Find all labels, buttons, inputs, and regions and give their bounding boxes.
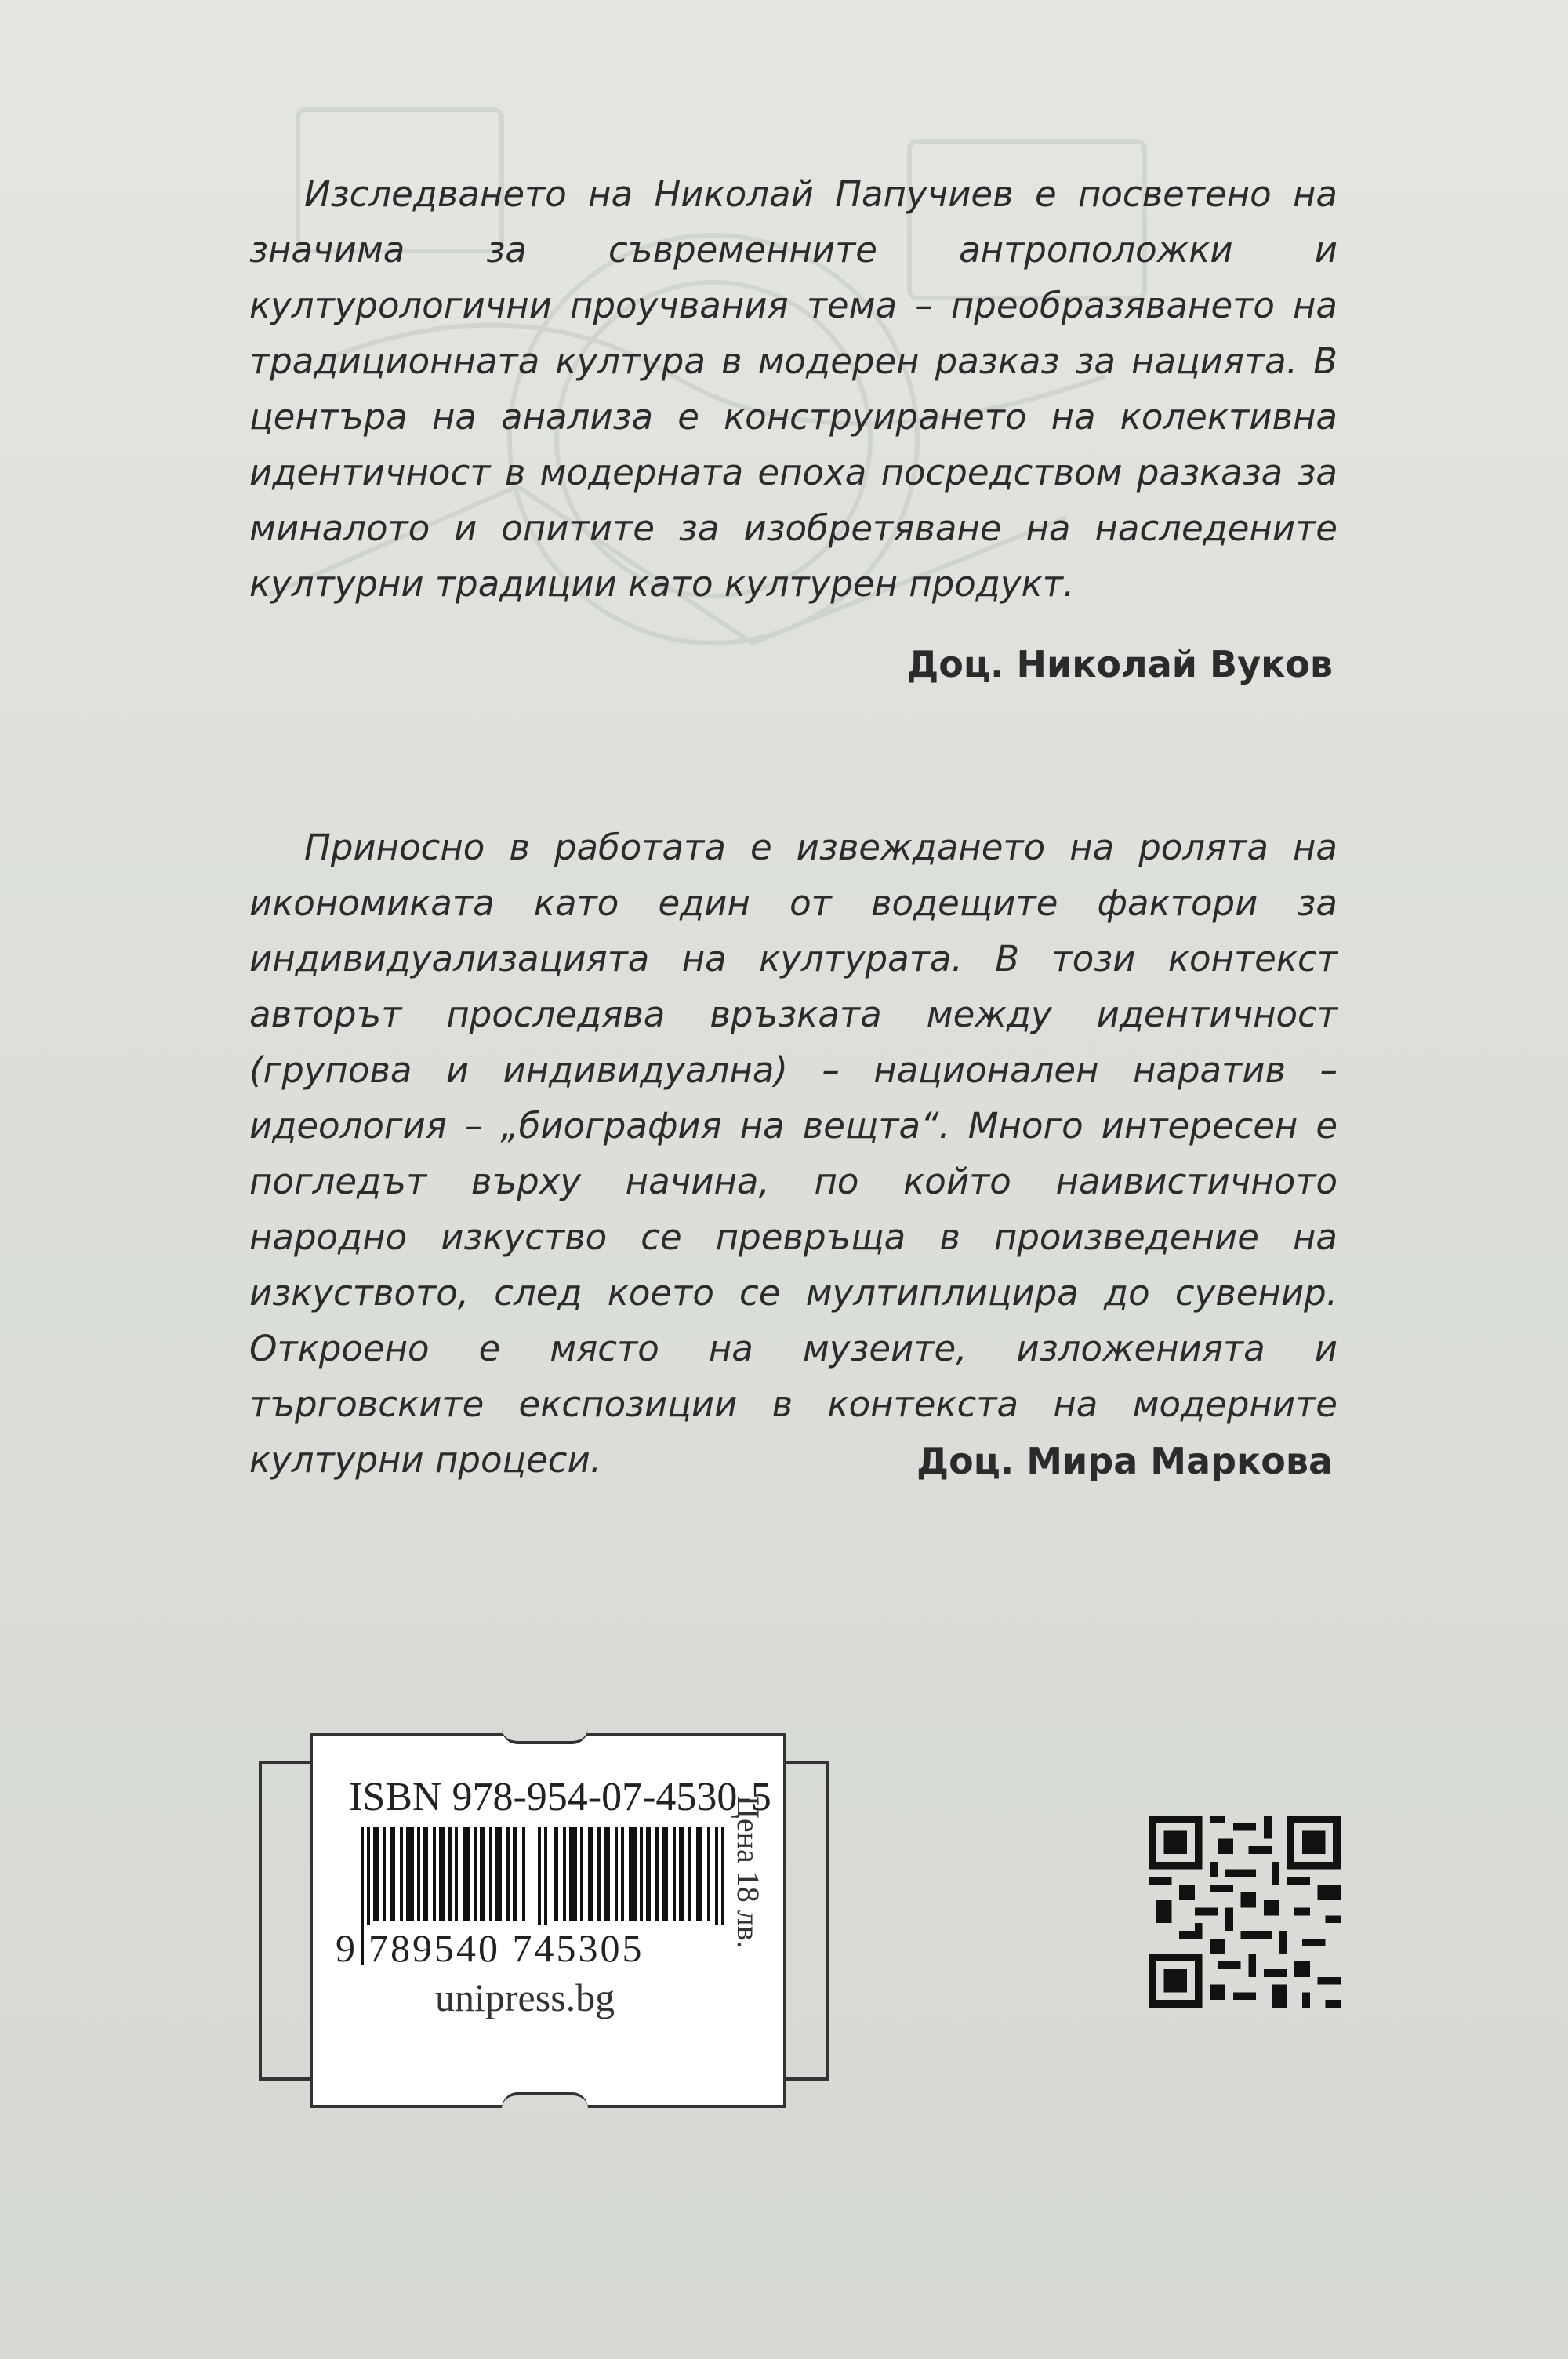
review-author-1: Доц. Николай Вуков <box>906 643 1333 685</box>
book-frame-notch-bottom <box>502 2092 588 2108</box>
price-label: Цена 18 лв. <box>731 1796 766 1949</box>
publisher-website: unipress.bg <box>435 1976 615 2019</box>
barcode-digits: 789540 745305 <box>365 1925 748 1971</box>
isbn-number: ISBN 978-954-07-4530-5 <box>349 1775 771 1819</box>
review-author-2: Доц. Мира Маркова <box>916 1440 1333 1482</box>
book-frame-notch-top <box>502 1728 588 1744</box>
barcode-first-digit: 9 <box>336 1926 355 1970</box>
qr-code-icon <box>1149 1816 1341 2008</box>
review-text-1: Изследването на Николай Папучиев е посветено на значима за съвременните антроположки и културологични проучвания тема – преобразяването на традиционната култура в модерен разказ за нацията. В центъра на анализа е конструирането на колективна идентичност в модерната епоха посредством разказа за миналото и опитите за изобретяване на наследените културни традиции като културен продукт. <box>249 173 1338 605</box>
review-text-2: Приносно в работата е извеждането на ролята на икономиката като един от водещите фактори за индивидуализацията на културата. В този контекст авторът проследява връзката между идентичност (групова и индивидуална) – национален наратив – идеология – „биография на вещта“. Много интересен е погледът върху начина, по който наивистичното народно изкуство се превръща в произведение на изкуството, след което се мултиплицира до сувенир. Откроено е място на музеите, изложенията и търговските експозиции в контекста на модерните културни процеси. <box>249 827 1338 1481</box>
